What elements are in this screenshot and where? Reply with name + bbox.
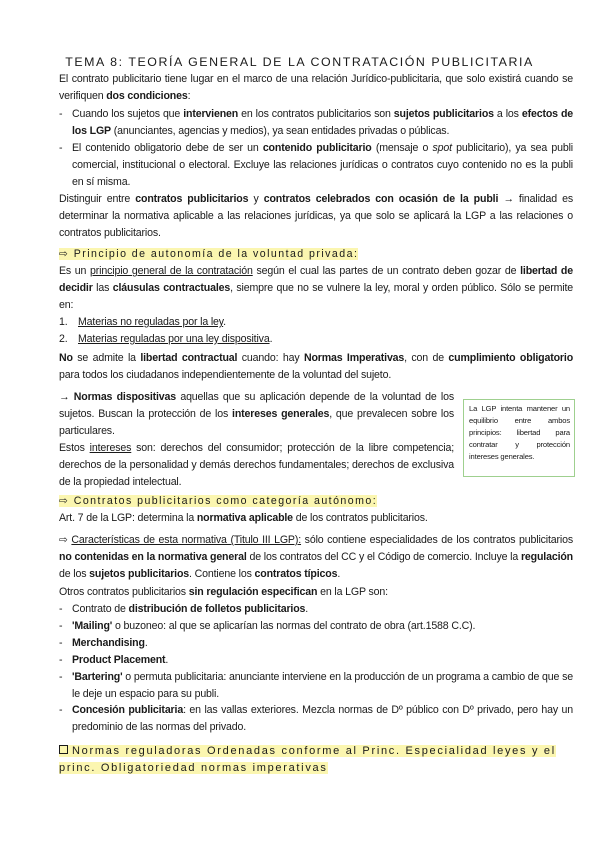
list-item: 2. Materias reguladas por una ley dispositiva. xyxy=(59,332,273,345)
section-autonomia: ⇨ Principio de autonomía de la voluntad privada: xyxy=(59,248,359,260)
otros-contratos-list xyxy=(59,601,573,736)
list-item: - Cuando los sujetos que intervienen en los contratos publicitarios son sujetos publicitarios a los efectos de los LGP (anunciantes, agencias y medios), ya sean entidades privadas o públicas. xyxy=(59,108,574,137)
list-item: - Concesión publicitaria: en las vallas exteriores. Mezcla normas de Dº público con Dº privado, pero hay un predominio de las normas del privado. xyxy=(59,704,574,734)
art7-paragraph: Art. 7 de la LGP: determina la normativa aplicable de los contratos publicitarios. xyxy=(59,512,428,524)
conditions-list xyxy=(59,106,573,191)
final-highlighted-note: Normas reguladoras Ordenadas conforme al Princ. Especialidad leyes y el princ. Obligatoriedad normas imperativas xyxy=(59,745,556,774)
arrow-icon: ⇨ xyxy=(59,534,68,546)
otros-paragraph: Otros contratos publicitarios sin regulación especifican en la LGP son: xyxy=(59,586,388,598)
dispositivas-paragraph: → Normas dispositivas aquellas que su aplicación depende de la voluntad de los sujetos. Buscan la protección de los intereses generales, que prevalecen sobre los particulares. Estos intereses son: derechos del consumidor; protección de la libre competencia; derechos de la personalidad y demás derechos fundamentales; derechos de exclusiva de la propiedad intelectual. xyxy=(59,391,454,488)
principio-paragraph: Es un principio general de la contratación según el cual las partes de un contrato deben gozar de libertad de decidir las cláusulas contractuales, siempre que no se vulnere la ley, moral y orden público. Sólo se permite en: xyxy=(59,265,573,311)
page-title: TEMA 8: TEORÍA GENERAL DE LA CONTRATACIÓN PUBLICITARIA xyxy=(65,55,534,69)
arrow-right-icon: → xyxy=(498,193,519,205)
list-item: - Merchandising. xyxy=(59,636,148,649)
list-item: - El contenido obligatorio debe de ser un contenido publicitario (mensaje o spot publicitario), ya sea publi comercial, institucional o electoral. Excluye las relaciones jurídicas o contratos cuyo contenido no es la publi en sí misma. xyxy=(59,141,573,188)
list-item: - Contrato de distribución de folletos publicitarios. xyxy=(59,603,309,615)
lgp-note-box: La LGP intenta mantener un equilibrio entre ambos principios: libertad para contratar y protección intereses generales. xyxy=(463,399,575,477)
section-contratos: ⇨ Contratos publicitarios como categoría autónomo: xyxy=(59,495,378,507)
list-item: - 'Bartering' o permuta publicitaria: anunciante interviene en la producción de un programa a cambio de que se le deje un espacio para su publi. xyxy=(59,670,573,700)
checkbox-square-icon xyxy=(59,745,68,754)
list-item: 1. Materias no reguladas por la ley. xyxy=(59,316,226,328)
intro-paragraph: El contrato publicitario tiene lugar en el marco de una relación Jurídico-publicitaria, que solo existirá cuando se verifiquen dos condiciones: xyxy=(59,73,573,102)
arrow-icon: ⇨ xyxy=(59,248,70,260)
arrow-icon: ⇨ xyxy=(59,495,70,507)
distinguir-paragraph: Distinguir entre contratos publicitarios y contratos celebrados con ocasión de la publi → finalidad es determinar la normativa aplicable a las relaciones jurídicas, ya que solo se aplicará la LGP a las relaciones o contratos publicitarios. xyxy=(59,193,574,239)
caracteristicas-paragraph: ⇨ Características de esta normativa (Titulo III LGP): sólo contiene especialidades de los contratos publicitarios no contenidas en la normativa general de los contratos del CC y el Código de comercio. Incluye la regulación de los sujetos publicitarios. Contiene los contratos típicos. xyxy=(59,534,574,580)
materias-list xyxy=(59,314,573,348)
list-item: - 'Mailing' o buzoneo: al que se aplicarían las normas del contrato de obra (art.1588 C.C). xyxy=(59,619,476,632)
list-item: - Product Placement. xyxy=(59,653,169,666)
arrow-right-icon: → xyxy=(59,391,74,403)
imperativas-paragraph: No se admite la libertad contractual cuando: hay Normas Imperativas, con de cumplimiento obligatorio para todos los ciudadanos independientemente de la voluntad del sujeto. xyxy=(59,352,574,381)
